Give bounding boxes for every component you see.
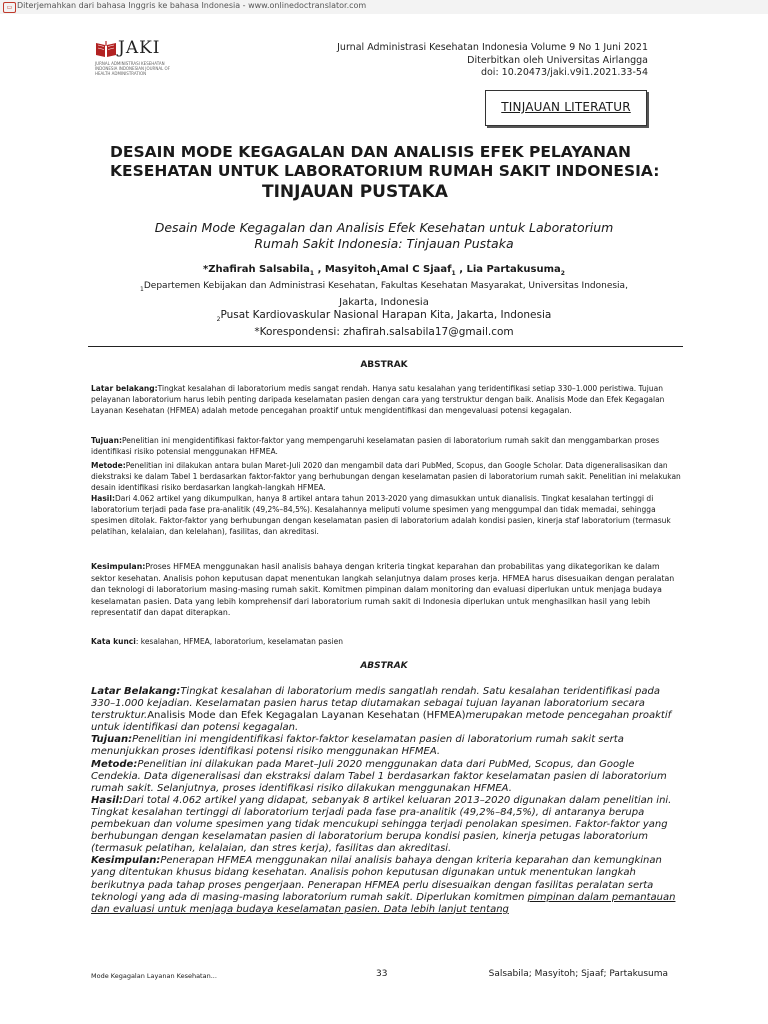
conclusion-underlined-2: pimpinan dalam pemantauan dan evaluasi untuk menjaga budaya keselamatan pasien. Data lebih lanjut tentang	[91, 891, 676, 915]
article-type-label: TINJAUAN LITERATUR	[501, 100, 631, 114]
affiliation-1-text: Departemen Kebijakan dan Administrasi Kesehatan, Fakultas Kesehatan Masyarakat, Universitas Indonesia,	[143, 281, 628, 291]
conclusion-text: Proses HFMEA menggunakan hasil analisis bahaya dengan kriteria tingkat keparahan dan probabilitas yang dikategorikan ke dalam sektor kesehatan. Analisis pohon keputusan dapat menentukan langkah selanjutnya dalam proses kerja. HFMEA harus disesuaikan dengan peralatan dan teknologi di laboratorium masing-masing rumah sakit. Komitmen pimpinan dalam monitoring dan evaluasi diperlukan untuk menjaga budaya keselamatan pasien. Data yang lebih komprehensif dari laboratorium rumah sakit di Indonesia diperlukan untuk menghasilkan hasil yang lebih representatif dan dapat diterapkan.	[91, 562, 675, 617]
abstract-aim	[91, 435, 681, 457]
logo-name: JAKI	[118, 38, 161, 58]
keywords	[91, 636, 681, 647]
author-2: , Masyitoh	[317, 264, 377, 275]
keywords-label: Kata kunci	[91, 637, 136, 646]
aim-label: Tujuan:	[91, 436, 122, 445]
result-text: Dari 4.062 artikel yang dikumpulkan, hanya 8 artikel antara tahun 2013-2020 yang dimasukkan untuk dianalisis. Tingkat kesalahan tertinggi di laboratorium terjadi pada fase pra-analitik (49,2%–84,5%). Kesalahannya meliputi volume spesimen yang menggumpal dan tidak memadai, sehingga spesimen ditolak. Faktor-faktor yang berhubungan dengan keselamatan pasien di laboratorium adalah kondisi pasien, kinerja staf laboratorium (termasuk pelatihan, kelalaian, dan kelelahan), fasilitas, dan akreditasi.	[91, 494, 671, 536]
author-3-affiliation: 1	[451, 270, 456, 277]
footer-left: Mode Kegagalan Layanan Kesehatan...	[91, 972, 217, 980]
bg-upright-2: Analisis Mode dan Efek Kegagalan Layanan Kesehatan (HFMEA)	[147, 710, 466, 722]
method-label: Metode:	[91, 461, 126, 470]
affiliation-2-number: 2	[216, 315, 221, 323]
journal-info-doi: doi: 10.20473/jaki.v9i1.2021.33-54	[480, 67, 648, 78]
method-text-2: Penelitian ini dilakukan pada Maret–Juli 2020 menggunakan data dari PubMed, Scopus, dan Google Cendekia. Data digeneralisasi dan ekstraksi dalam Tabel 1 berdasarkan faktor keselamatan pasien di laboratorium rumah sakit. Selanjutnya, proses identifikasi risiko dilakukan menggunakan HFMEA.	[91, 758, 667, 794]
result-label-2: Hasil:	[91, 794, 123, 806]
aim-text-2: Penelitian ini mengidentifikasi faktor-faktor keselamatan pasien di laboratorium rumah sakit serta menunjukkan proses identifikasi potensi risiko menggunakan HFMEA.	[91, 734, 624, 758]
abstract-heading-1: ABSTRAK	[360, 360, 408, 370]
subtitle-line2: Rumah Sakit Indonesia: Tinjauan Pustaka	[254, 236, 514, 251]
method-label-2: Metode:	[91, 758, 138, 770]
bg-text-2b: merupakan metode pencegahan proaktif untuk identifikasi dan potensi kegagalan.	[91, 710, 672, 734]
title-line2: KESEHATAN UNTUK LABORATORIUM RUMAH SAKIT INDONESIA:	[110, 162, 660, 180]
aim-text: Penelitian ini mengidentifikasi faktor-faktor yang mempengaruhi keselamatan pasien di laboratorium rumah sakit dan menggambarkan proses identifikasi risiko potensial menggunakan HFMEA.	[91, 436, 660, 456]
title-line3: TINJAUAN PUSTAKA	[262, 182, 448, 202]
author-2-affiliation: 1	[376, 270, 381, 277]
affiliation-1	[0, 280, 768, 296]
author-names	[0, 263, 768, 280]
open-book-icon	[95, 40, 117, 58]
abstract-conclusion	[91, 561, 681, 619]
page-number: 33	[376, 969, 388, 979]
article-type-box	[485, 90, 647, 126]
author-4-affiliation: 2	[560, 270, 565, 277]
authors-block	[0, 263, 768, 339]
author-1-affiliation: 1	[309, 270, 315, 277]
abstract-method-results	[91, 460, 681, 537]
journal-info-line2: Diterbitkan oleh Universitas Airlangga	[467, 54, 648, 66]
abstract-heading-2: ABSTRAK	[360, 661, 408, 671]
subtitle-line1: Desain Mode Kegagalan dan Analisis Efek Kesehatan untuk Laboratorium	[154, 220, 614, 235]
aim-label-2: Tujuan:	[91, 734, 133, 746]
author-3: Amal C Sjaaf	[380, 264, 452, 275]
journal-logo	[95, 38, 185, 84]
author-1: *Zhafirah Salsabila	[203, 264, 310, 275]
abstract-background	[91, 383, 681, 416]
background-text: Tingkat kesalahan di laboratorium medis sangat rendah. Hanya satu kesalahan yang teridentifikasi setiap 330–1.000 peristiwa. Tujuan pelayanan laboratorium harus lebih penting daripada keselamatan pasien dengan cara yang terstruktur dengan baik. Analisis Mode dan Efek Kegagalan Layanan Kesehatan (HFMEA) adalah metode pencegahan proaktif untuk mengidentifikasi dan mengevaluasi potensi kegagalan.	[91, 384, 665, 415]
affiliation-2-text: Pusat Kardiovaskular Nasional Harapan Kita, Jakarta, Indonesia	[220, 308, 552, 321]
background-label: Latar belakang:	[91, 384, 158, 393]
correspondence: *Korespondensi: zhafirah.salsabila17@gmail.com	[254, 325, 514, 338]
author-4: , Lia Partakusuma	[459, 264, 561, 275]
journal-info	[337, 42, 648, 80]
affiliation-1-number: 1	[140, 285, 144, 293]
affiliation-1-city: Jakarta, Indonesia	[339, 296, 429, 308]
result-text-2: Dari total 4.062 artikel yang didapat, sebanyak 8 artikel keluaran 2013–2020 digunakan dalam penelitian ini. Tingkat kesalahan tertinggi di laboratorium terjadi pada fase pra-analitik (49,2%–84,5%), di antaranya berupa pembekuan dan volume spesimen yang tidak mencukupi sehingga terjadi penolakan spesimen. Faktor-faktor yang berhubungan dengan keselamatan pasien di laboratorium berupa kondisi pasien, kinerja petugas laboratorium (termasuk pelatihan, kelalaian, dan stres kerja), fasilitas dan akreditasi.	[91, 794, 672, 855]
translator-banner-text: Diterjemahkan dari bahasa Inggris ke bahasa Indonesia - www.onlinedoctranslator.com	[17, 1, 367, 10]
affiliation-2	[0, 309, 768, 326]
bg-label-2: Latar Belakang:	[91, 686, 181, 697]
bg-text-2: Tingkat kesalahan di laboratorium medis sangatlah rendah. Satu kesalahan teridentifikasi pada 330–1.000 kejadian. Keselamatan pasien harus tetap diutamakan sebagai tujuan layanan laboratorium secara terstruktur.	[91, 686, 660, 722]
translator-banner	[0, 0, 768, 14]
document-icon: ▭	[3, 2, 16, 13]
paper-title	[110, 143, 670, 203]
conclusion-label-2: Kesimpulan:	[91, 855, 161, 867]
method-text: Penelitian ini dilakukan antara bulan Maret-Juli 2020 dan mengambil data dari PubMed, Scopus, dan Google Scholar. Data digeneralisasikan dan diekstraksi ke dalam Tabel 1 berdasarkan faktor-faktor yang berhubungan dengan keselamatan pasien di laboratorium rumah sakit. Penelitian ini melakukan desain identifikasi risiko berdasarkan langkah-langkah HFMEA.	[91, 461, 681, 492]
logo-subtitle: JURNAL ADMINISTRASI KESEHATAN INDONESIA INDONESIAN JOURNAL OF HEALTH ADMINISTRATION	[95, 61, 170, 76]
title-line1: DESAIN MODE KEGAGALAN DAN ANALISIS EFEK PELAYANAN	[110, 143, 631, 161]
conclusion-text-2: Penerapan HFMEA menggunakan nilai analisis bahaya dengan kriteria keparahan dan kemungkinan yang ditentukan khusus bidang kesehatan. Analisis pohon keputusan digunakan untuk menentukan langkah berikutnya pada tahap proses pengerjaan. Penerapan HFMEA perlu disesuaikan dengan fasilitas peralatan serta teknologi yang ada di masing-masing laboratorium rumah sakit. Diperlukan komitmen	[91, 855, 662, 903]
abstract-second	[91, 686, 681, 916]
keywords-text: : kesalahan, HFMEA, laboratorium, keselamatan pasien	[135, 637, 343, 646]
result-label: Hasil:	[91, 494, 115, 503]
footer-right: Salsabila; Masyitoh; Sjaaf; Partakusuma	[488, 969, 668, 979]
conclusion-label: Kesimpulan:	[91, 562, 146, 571]
section-divider	[88, 346, 683, 347]
paper-subtitle	[100, 220, 668, 252]
journal-info-line1: Jurnal Administrasi Kesehatan Indonesia Volume 9 No 1 Juni 2021	[337, 42, 648, 53]
